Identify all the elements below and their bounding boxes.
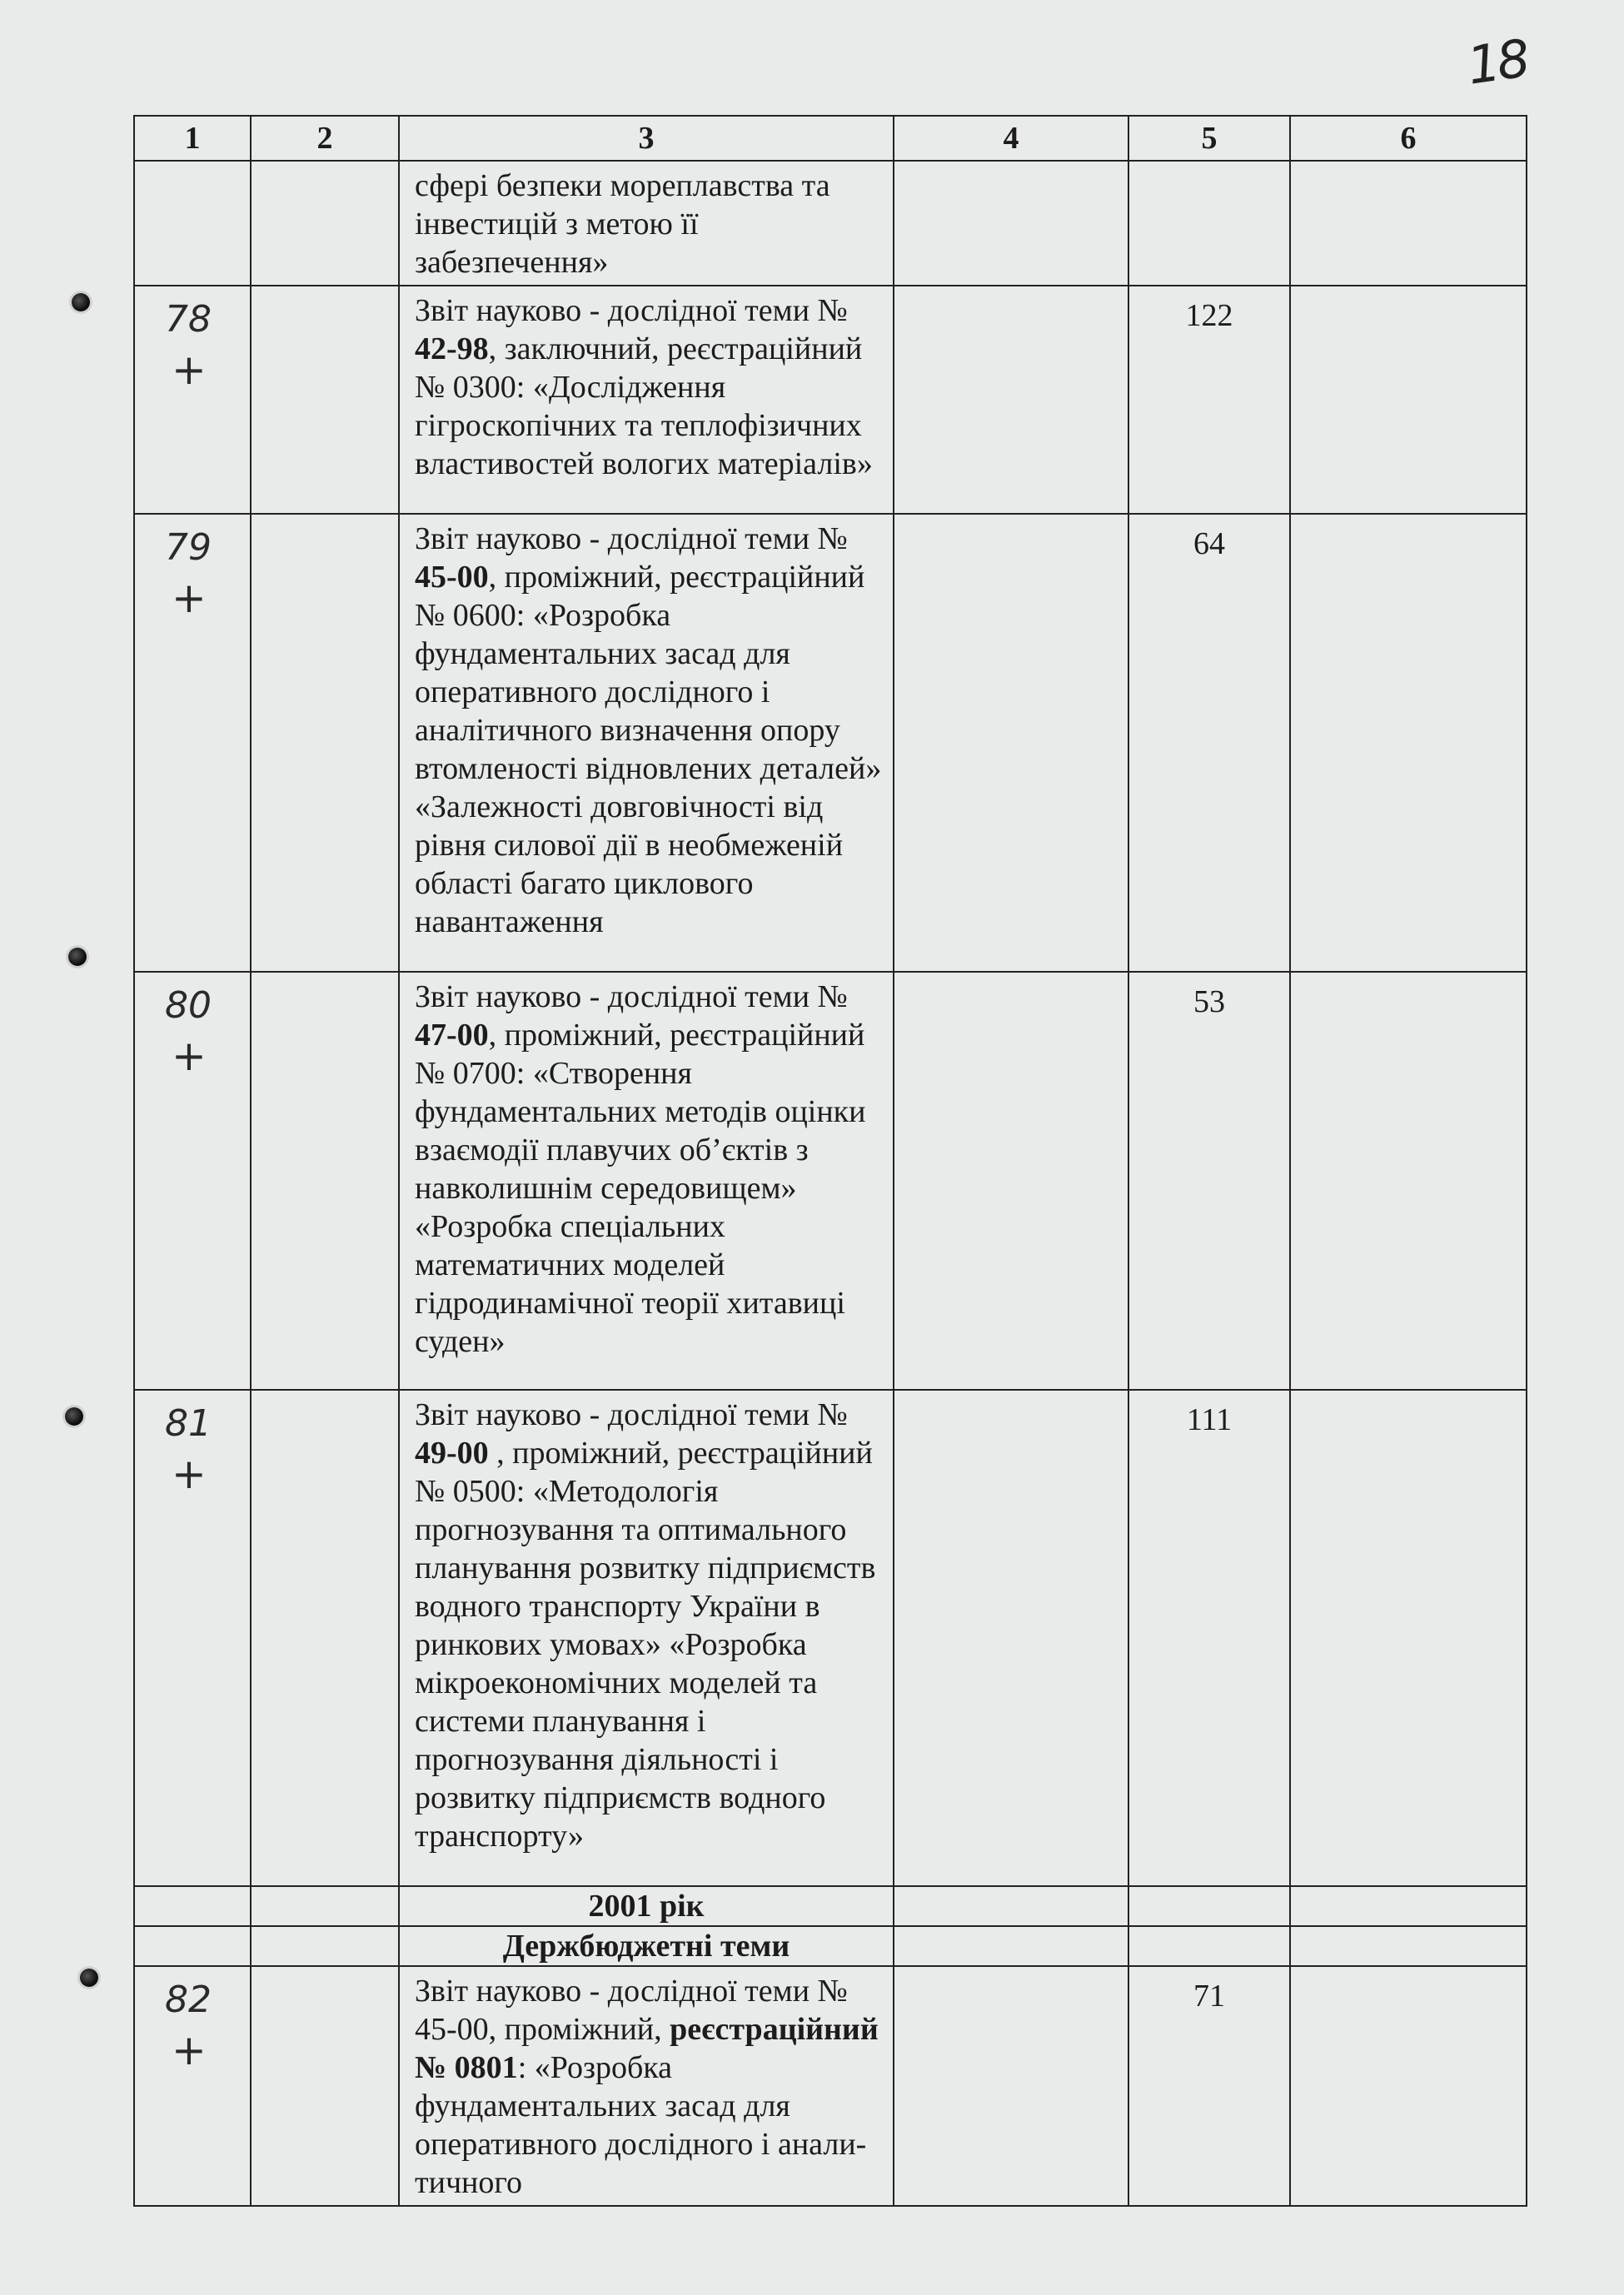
theme-code: 47-00 [415, 1018, 489, 1053]
section-year: 2001 рік [399, 1886, 894, 1926]
page-count: 53 [1128, 972, 1290, 1390]
item-number: 80 + [134, 972, 251, 1390]
section-budget: Держбюджетні теми [399, 1926, 894, 1966]
punch-hole [65, 1407, 83, 1426]
header-row [134, 116, 1527, 161]
punch-hole [72, 293, 90, 311]
continuation-text: сфері безпеки мореплавства та інвестицій з метою її забезпечення» [399, 161, 894, 286]
column-header: 2 [251, 116, 399, 161]
page-number: 18 [1463, 27, 1531, 97]
table-row [134, 1390, 1527, 1886]
description: Звіт науково - дослідної теми № 42-98, заключний, реєстраційний № 0300: «Дослідження гігроскопічних та теплофізичних властивостей вологих матеріалів» [399, 286, 894, 514]
description: Звіт науково - дослідної теми № 45-00, проміжний, реєстраційний № 0801: «Розробка фундаментальних засад для оперативного дослідного і анали-тичного [399, 1966, 894, 2206]
page-count: 111 [1128, 1390, 1290, 1886]
item-number: 78 + [134, 286, 251, 514]
check-mark: + [172, 1450, 207, 1498]
section-row-budget [134, 1926, 1527, 1966]
section-row-year [134, 1886, 1527, 1926]
check-mark: + [172, 574, 207, 622]
register-table [133, 115, 1527, 2207]
description: Звіт науково - дослідної теми № 49-00 , проміжний, реєстраційний № 0500: «Методологія прогнозування та оптимального планування розвитку підприємств водного транспорту України в ринкових умовах» «Розробка мікроекономічних моделей та системи планування і прогнозування діяльності і розвитку підприємств водного транспорту» [399, 1390, 894, 1886]
column-header: 4 [894, 116, 1128, 161]
check-mark: + [172, 1032, 207, 1080]
check-mark: + [172, 2026, 207, 2074]
check-mark: + [172, 346, 207, 394]
page-count: 71 [1128, 1966, 1290, 2206]
punch-hole [68, 948, 87, 966]
column-header: 3 [399, 116, 894, 161]
column-header: 6 [1290, 116, 1527, 161]
description: Звіт науково - дослідної теми № 45-00, проміжний, реєстраційний № 0600: «Розробка фундаментальних засад для оперативного дослідного і аналітичного визначення опору втомленості відновлених деталей» «Залежності довговічності від рівня силової дії в необмеженій області багато циклового навантаження [399, 514, 894, 972]
table-row [134, 286, 1527, 514]
theme-code: 42-98 [415, 331, 489, 366]
table-row-continuation [134, 161, 1527, 286]
punch-hole [80, 1969, 98, 1987]
item-number: 81 + [134, 1390, 251, 1886]
item-number: 79 + [134, 514, 251, 972]
column-header: 5 [1128, 116, 1290, 161]
registration-number: реєстраційний № 0801 [415, 2012, 879, 2085]
page-count: 64 [1128, 514, 1290, 972]
table-row [134, 972, 1527, 1390]
table-row [134, 514, 1527, 972]
theme-code: 49-00 [415, 1436, 489, 1471]
item-number: 82 + [134, 1966, 251, 2206]
page-count: 122 [1128, 286, 1290, 514]
column-header: 1 [134, 116, 251, 161]
theme-code: 45-00 [415, 560, 489, 595]
description: Звіт науково - дослідної теми № 47-00, проміжний, реєстраційний № 0700: «Створення фундаментальних методів оцінки взаємодії плавучих об’єктів з навколишнім середовищем» «Розробка спеціальних математичних моделей гідродинамічної теорії хитавиці суден» [399, 972, 894, 1390]
table-row [134, 1966, 1527, 2206]
